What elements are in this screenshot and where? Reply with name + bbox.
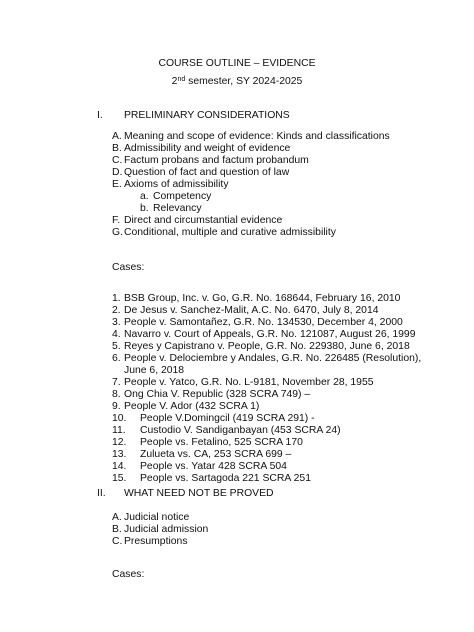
case-number: 5. bbox=[112, 341, 121, 352]
topic-item: Direct and circumstantial evidence bbox=[124, 215, 283, 226]
case-citation: People vs. Yatar 428 SCRA 504 bbox=[140, 461, 287, 472]
case-citation: People V.Domingcil (419 SCRA 291) - bbox=[140, 413, 315, 424]
topic-item: Conditional, multiple and curative admissibility bbox=[124, 227, 336, 238]
case-number: 3. bbox=[112, 317, 121, 328]
semester-ordinal-suffix: nd bbox=[177, 76, 186, 83]
case-citation: People v. Delociembre y Andales, G.R. No. 226485 (Resolution), bbox=[124, 353, 422, 364]
case-number: 6. bbox=[112, 353, 121, 364]
semester-number: 2 bbox=[171, 76, 178, 87]
case-number: 11. bbox=[112, 425, 126, 436]
case-citation: People v. Yatco, G.R. No. L-9181, November 28, 1955 bbox=[124, 377, 374, 388]
case-number: 15. bbox=[112, 473, 127, 484]
case-citation: Navarro v. Court of Appeals, G.R. No. 121087, August 26, 1999 bbox=[124, 329, 416, 340]
case-citation-continued: June 6, 2018 bbox=[124, 365, 185, 376]
case-citation: People vs. Fetalino, 525 SCRA 170 bbox=[140, 437, 303, 448]
case-number: 1. bbox=[112, 293, 121, 304]
case-citation: BSB Group, Inc. v. Go, G.R. No. 168644, February 16, 2010 bbox=[124, 293, 401, 304]
case-citation: De Jesus v. Sanchez-Malit, A.C. No. 6470, July 8, 2014 bbox=[124, 305, 379, 316]
case-citation: Reyes y Capistrano v. People, G.R. No. 229380, June 6, 2018 bbox=[124, 341, 410, 352]
subtopic-marker: a. bbox=[140, 191, 149, 202]
topic-marker: B. bbox=[112, 143, 122, 154]
cases-label: Cases: bbox=[112, 569, 145, 580]
topic-marker: D. bbox=[112, 167, 123, 178]
case-number: 9. bbox=[112, 401, 121, 412]
topic-marker: G. bbox=[112, 227, 123, 238]
topic-item: Axioms of admissibility bbox=[124, 179, 229, 190]
case-number: 14. bbox=[112, 461, 127, 472]
case-number: 4. bbox=[112, 329, 121, 340]
case-citation: People V. Ador (432 SCRA 1) bbox=[124, 401, 260, 412]
subtopic-item: Relevancy bbox=[153, 203, 202, 214]
case-number: 12. bbox=[112, 437, 127, 448]
case-number: 13. bbox=[112, 449, 127, 460]
case-number: 7. bbox=[112, 377, 121, 388]
topic-item: Judicial admission bbox=[124, 524, 209, 535]
topic-item: Factum probans and factum probandum bbox=[124, 155, 309, 166]
cases-label: Cases: bbox=[112, 262, 145, 273]
subtopic-marker: b. bbox=[140, 203, 149, 214]
topic-marker: E. bbox=[112, 179, 122, 190]
topic-item: Admissibility and weight of evidence bbox=[124, 143, 291, 154]
semester-text: semester, SY 2024-2025 bbox=[185, 76, 303, 87]
subtopic-item: Competency bbox=[153, 191, 212, 202]
case-citation: People v. Samontañez, G.R. No. 134530, December 4, 2000 bbox=[124, 317, 403, 328]
case-citation: Zulueta vs. CA, 253 SCRA 699 – bbox=[140, 449, 292, 460]
topic-marker: C. bbox=[112, 536, 123, 547]
section-2-title: WHAT NEED NOT BE PROVED bbox=[124, 488, 274, 499]
topic-marker: A. bbox=[112, 131, 122, 142]
topic-marker: A. bbox=[112, 512, 122, 523]
case-citation: Ong Chia V. Republic (328 SCRA 749) – bbox=[124, 389, 311, 400]
semester-line bbox=[0, 76, 474, 88]
case-number: 8. bbox=[112, 389, 121, 400]
section-1-title: PRELIMINARY CONSIDERATIONS bbox=[124, 110, 290, 121]
topic-item: Meaning and scope of evidence: Kinds and classifications bbox=[124, 131, 390, 142]
topic-item: Judicial notice bbox=[124, 512, 190, 523]
case-number: 10. bbox=[112, 413, 127, 424]
topic-marker: C. bbox=[112, 155, 123, 166]
case-citation: Custodio V. Sandiganbayan (453 SCRA 24) bbox=[140, 425, 341, 436]
case-citation: People vs. Sartagoda 221 SCRA 251 bbox=[140, 473, 311, 484]
topic-item: Question of fact and question of law bbox=[124, 167, 290, 178]
section-1-numeral: I. bbox=[97, 110, 103, 121]
topic-marker: F. bbox=[112, 215, 121, 226]
section-2-numeral: II. bbox=[97, 488, 106, 499]
topic-marker: B. bbox=[112, 524, 122, 535]
topic-item: Presumptions bbox=[124, 536, 188, 547]
document-title: COURSE OUTLINE – EVIDENCE bbox=[158, 58, 316, 69]
case-number: 2. bbox=[112, 305, 121, 316]
